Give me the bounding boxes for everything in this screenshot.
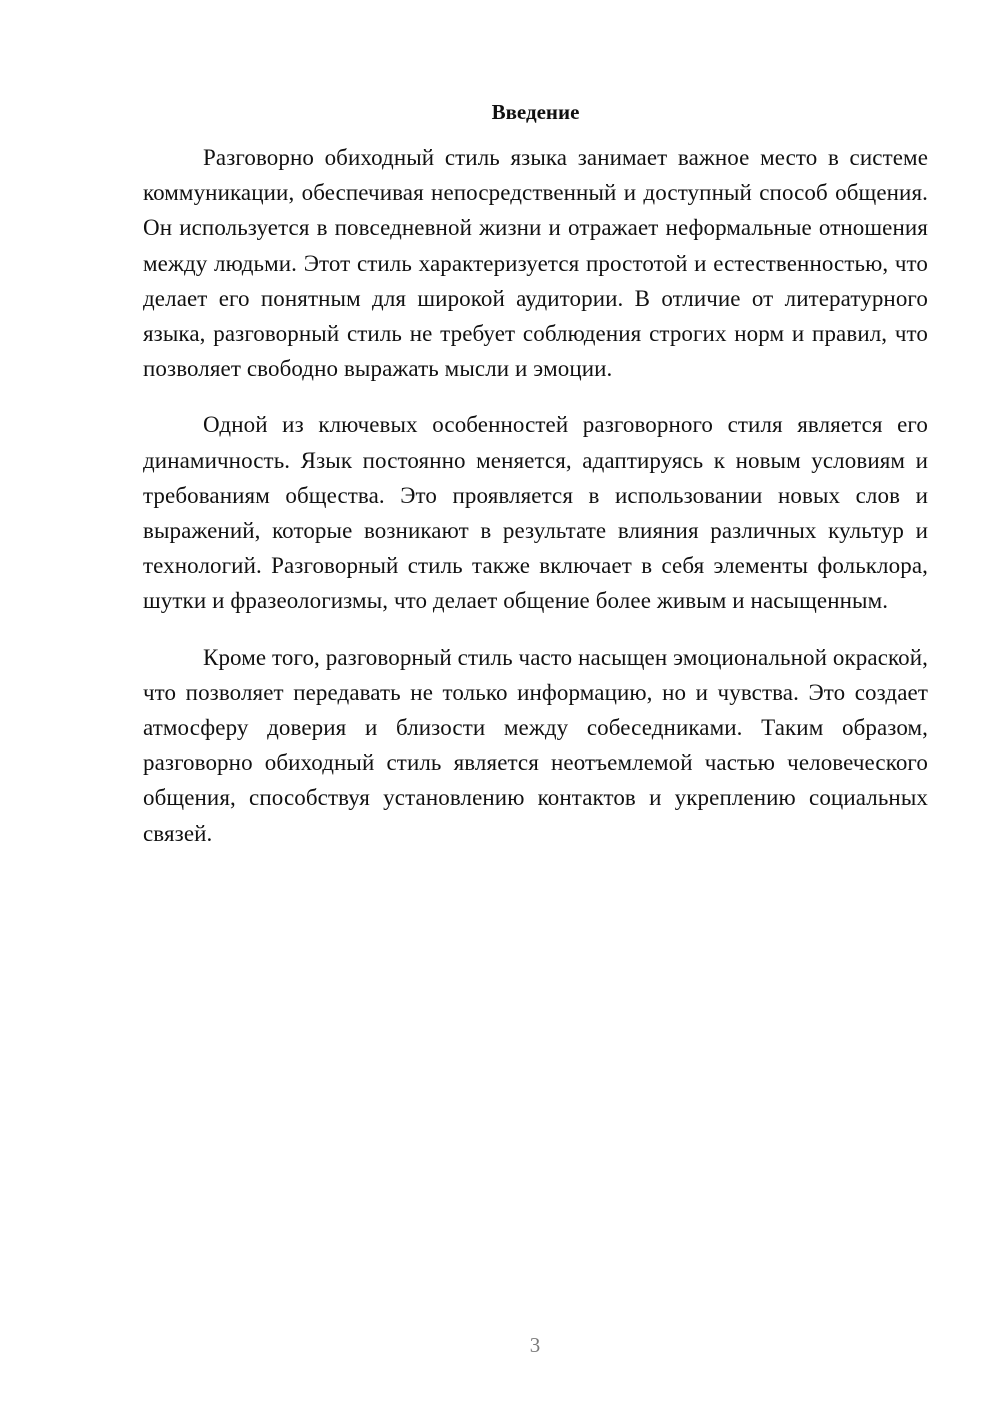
page-number: 3 [529, 1333, 541, 1357]
section-heading: Введение [491, 100, 580, 124]
paragraph-1: Разговорно обиходный стиль языка занимает важное место в системе коммуникации, обеспечивая непосредственный и доступный способ общения. Он используется в повседневной жизни и отражает неформальные отношения между людьми. Этот стиль характеризуется простотой и естественностью, что делает его понятным для широкой аудитории. В отличие от литературного языка, разговорный стиль не требует соблюдения строгих норм и правил, что позволяет свободно выражать мысли и эмоции. [143, 145, 928, 382]
paragraph-2: Одной из ключевых особенностей разговорного стиля является его динамичность. Язык постоянно меняется, адаптируясь к новым условиям и требованиям общества. Это проявляется в использовании новых слов и выражений, которые возникают в результате влияния различных культур и технологий. Разговорный стиль также включает в себя элементы фольклора, шутки и фразеологизмы, что делает общение более живым и насыщенным. [143, 412, 928, 614]
paragraph-3: Кроме того, разговорный стиль часто насыщен эмоциональной окраской, что позволяет передавать не только информацию, но и чувства. Это создает атмосферу доверия и близости между собеседниками. Таким образом, разговорно обиходный стиль является неотъемлемой частью человеческого общения, способствуя установлению контактов и укреплению социальных связей. [143, 644, 928, 846]
document-body [143, 140, 928, 872]
